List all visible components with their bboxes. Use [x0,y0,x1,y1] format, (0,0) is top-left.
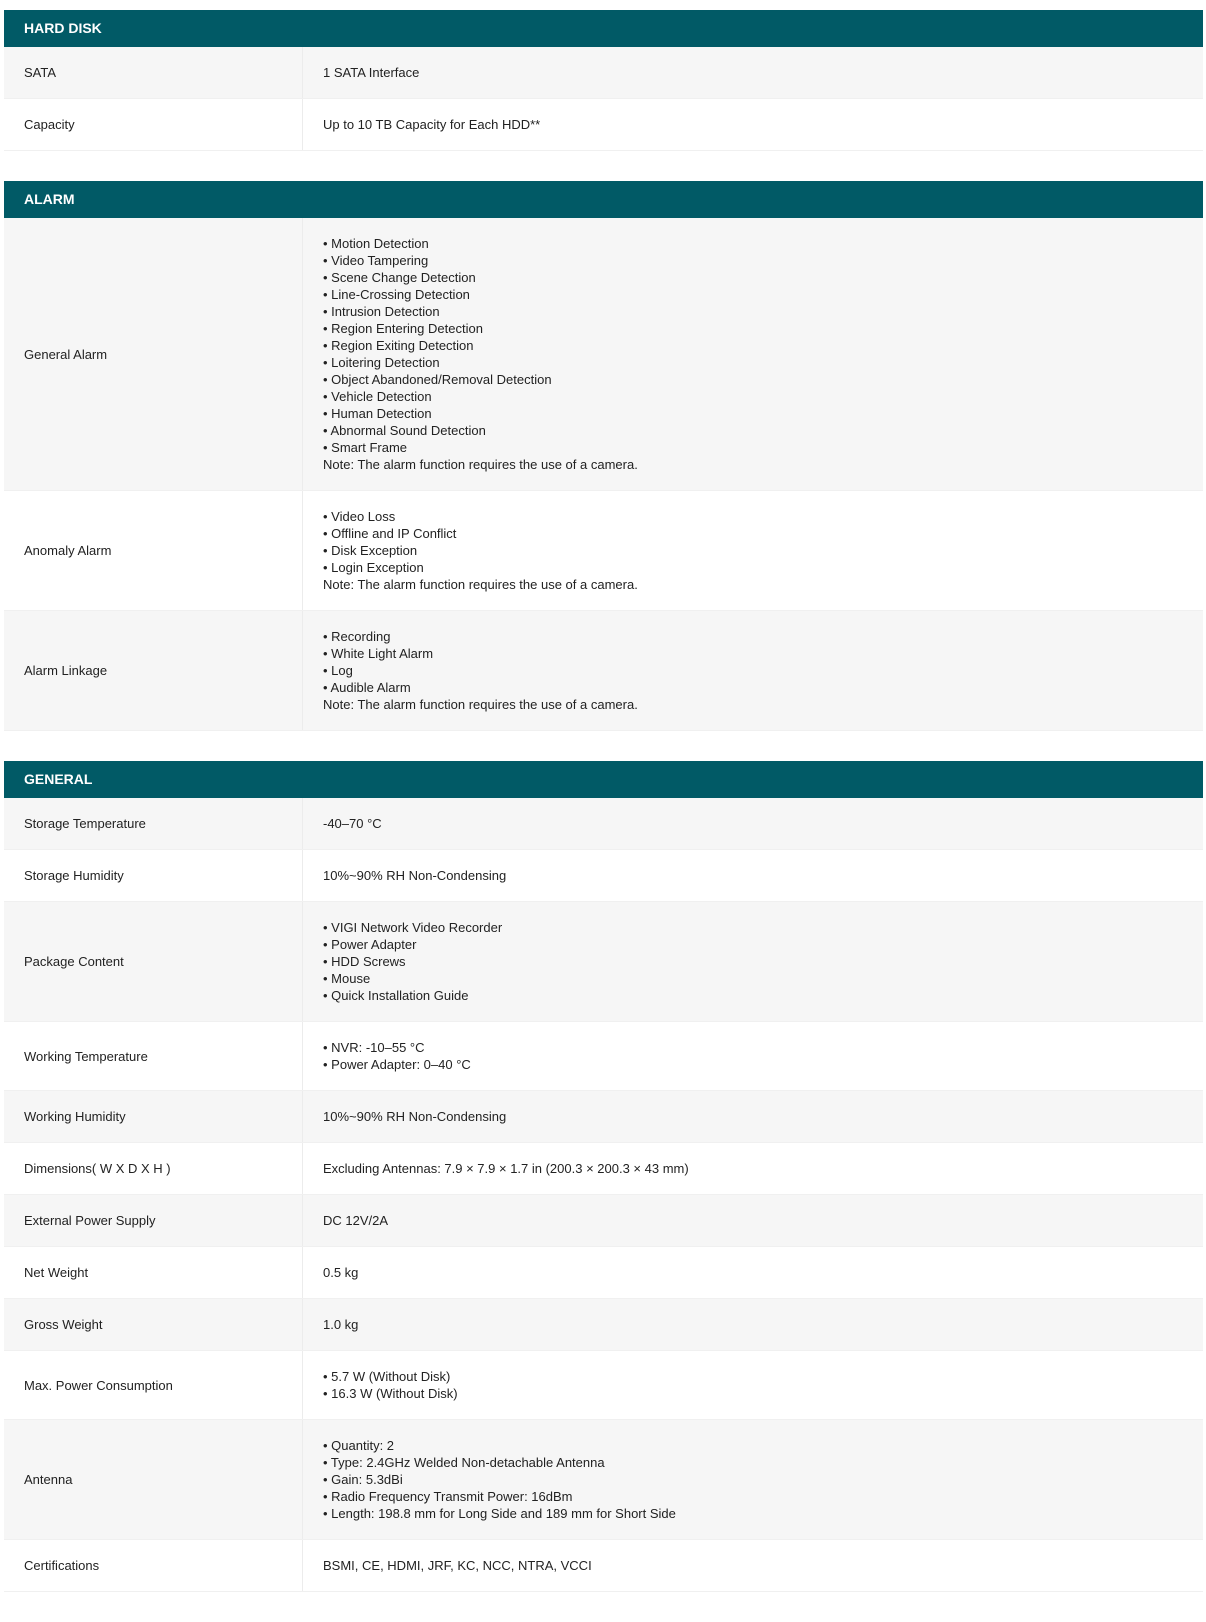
spec-value-line: • Length: 198.8 mm for Long Side and 189 mm for Short Side [323,1506,676,1521]
spec-value-line: • Disk Exception [323,543,418,558]
spec-value-line: • Login Exception [323,560,424,575]
spec-row [4,99,1203,151]
spec-value-line: • 5.7 W (Without Disk) [323,1369,451,1384]
spec-value-line: • Video Loss [323,509,396,524]
spec-value-line: • 16.3 W (Without Disk) [323,1386,458,1401]
spec-value-line: • Scene Change Detection [323,270,476,285]
spec-row [4,1143,1203,1195]
spec-value-line: Note: The alarm function requires the use of a camera. [323,697,638,712]
spec-section [4,181,1203,731]
spec-table [4,10,1203,1622]
spec-value-line: • Mouse [323,971,371,986]
spec-label: Max. Power Consumption [4,1351,303,1419]
spec-value [303,491,1203,610]
spec-label: Alarm Linkage [4,611,303,730]
spec-section [4,10,1203,151]
spec-value [303,1022,1203,1090]
section-body [4,798,1203,1592]
spec-value-line: • Video Tampering [323,253,429,268]
section-header: HARD DISK [4,10,1203,47]
spec-value-line: • Human Detection [323,406,432,421]
spec-value-line: • Line-Crossing Detection [323,287,470,302]
section-body [4,218,1203,731]
spec-value [303,47,1203,98]
spec-value-line: • Loitering Detection [323,355,440,370]
spec-row [4,850,1203,902]
spec-value-line: • Quantity: 2 [323,1438,395,1453]
spec-row [4,1091,1203,1143]
spec-row [4,902,1203,1022]
spec-label: Working Humidity [4,1091,303,1142]
spec-value-line: Note: The alarm function requires the use of a camera. [323,457,638,472]
spec-value [303,1420,1203,1539]
spec-value-line: • Region Entering Detection [323,321,483,336]
spec-value [303,1091,1203,1142]
spec-label: Working Temperature [4,1022,303,1090]
spec-value-line: DC 12V/2A [323,1213,389,1228]
spec-value [303,1351,1203,1419]
spec-value-line: BSMI, CE, HDMI, JRF, KC, NCC, NTRA, VCCI [323,1558,592,1573]
spec-value [303,1540,1203,1591]
spec-value-line: • Object Abandoned/Removal Detection [323,372,552,387]
spec-value-line: • Offline and IP Conflict [323,526,457,541]
spec-value [303,218,1203,490]
spec-value-line: -40–70 °C [323,816,382,831]
section-body [4,47,1203,151]
spec-label: Dimensions( W X D X H ) [4,1143,303,1194]
spec-label: General Alarm [4,218,303,490]
spec-row [4,1351,1203,1420]
spec-value-line: • Quick Installation Guide [323,988,469,1003]
spec-label: Package Content [4,902,303,1021]
spec-value [303,1195,1203,1246]
spec-value-line: • Vehicle Detection [323,389,432,404]
spec-section [4,761,1203,1592]
spec-label: Storage Humidity [4,850,303,901]
spec-value-line: 1.0 kg [323,1317,359,1332]
spec-value-line: • Radio Frequency Transmit Power: 16dBm [323,1489,573,1504]
spec-value-line: 10%~90% RH Non-Condensing [323,1109,507,1124]
spec-value-line: • White Light Alarm [323,646,434,661]
spec-row [4,798,1203,850]
spec-row [4,1540,1203,1592]
spec-value-line: • Power Adapter: 0–40 °C [323,1057,471,1072]
spec-row [4,1195,1203,1247]
spec-value-line: Excluding Antennas: 7.9 × 7.9 × 1.7 in (200.3 × 200.3 × 43 mm) [323,1161,689,1176]
spec-value [303,850,1203,901]
spec-label: Capacity [4,99,303,150]
spec-row [4,1299,1203,1351]
spec-value-line: • Recording [323,629,391,644]
spec-row [4,47,1203,99]
spec-value-line: 0.5 kg [323,1265,359,1280]
spec-value-line: • Log [323,663,353,678]
spec-value-line: • Region Exiting Detection [323,338,474,353]
spec-row [4,1420,1203,1540]
section-header: ALARM [4,181,1203,218]
spec-value-line: Note: The alarm function requires the use of a camera. [323,577,638,592]
spec-value-line: • Abnormal Sound Detection [323,423,486,438]
spec-label: Antenna [4,1420,303,1539]
spec-value-line: • Power Adapter [323,937,417,952]
spec-value-line: 10%~90% RH Non-Condensing [323,868,507,883]
section-header: GENERAL [4,761,1203,798]
spec-value-line: • Motion Detection [323,236,429,251]
spec-value [303,798,1203,849]
spec-value-line: • Type: 2.4GHz Welded Non-detachable Antenna [323,1455,605,1470]
spec-value [303,1299,1203,1350]
spec-row [4,1022,1203,1091]
spec-row [4,1247,1203,1299]
spec-label: Anomaly Alarm [4,491,303,610]
spec-value-line: • Intrusion Detection [323,304,440,319]
spec-value [303,611,1203,730]
spec-row [4,611,1203,731]
spec-label: Storage Temperature [4,798,303,849]
spec-value-line: • HDD Screws [323,954,406,969]
spec-value [303,902,1203,1021]
spec-value-line: • VIGI Network Video Recorder [323,920,503,935]
spec-row [4,491,1203,611]
spec-value-line: • Smart Frame [323,440,408,455]
spec-label: External Power Supply [4,1195,303,1246]
spec-value [303,1143,1203,1194]
spec-value-line: • NVR: -10–55 °C [323,1040,425,1055]
spec-value-line: Up to 10 TB Capacity for Each HDD** [323,117,541,132]
spec-label: Certifications [4,1540,303,1591]
spec-value [303,99,1203,150]
spec-label: Gross Weight [4,1299,303,1350]
spec-label: SATA [4,47,303,98]
spec-value-line: • Audible Alarm [323,680,411,695]
spec-value [303,1247,1203,1298]
spec-row [4,218,1203,491]
spec-value-line: 1 SATA Interface [323,65,420,80]
spec-value-line: • Gain: 5.3dBi [323,1472,403,1487]
spec-label: Net Weight [4,1247,303,1298]
